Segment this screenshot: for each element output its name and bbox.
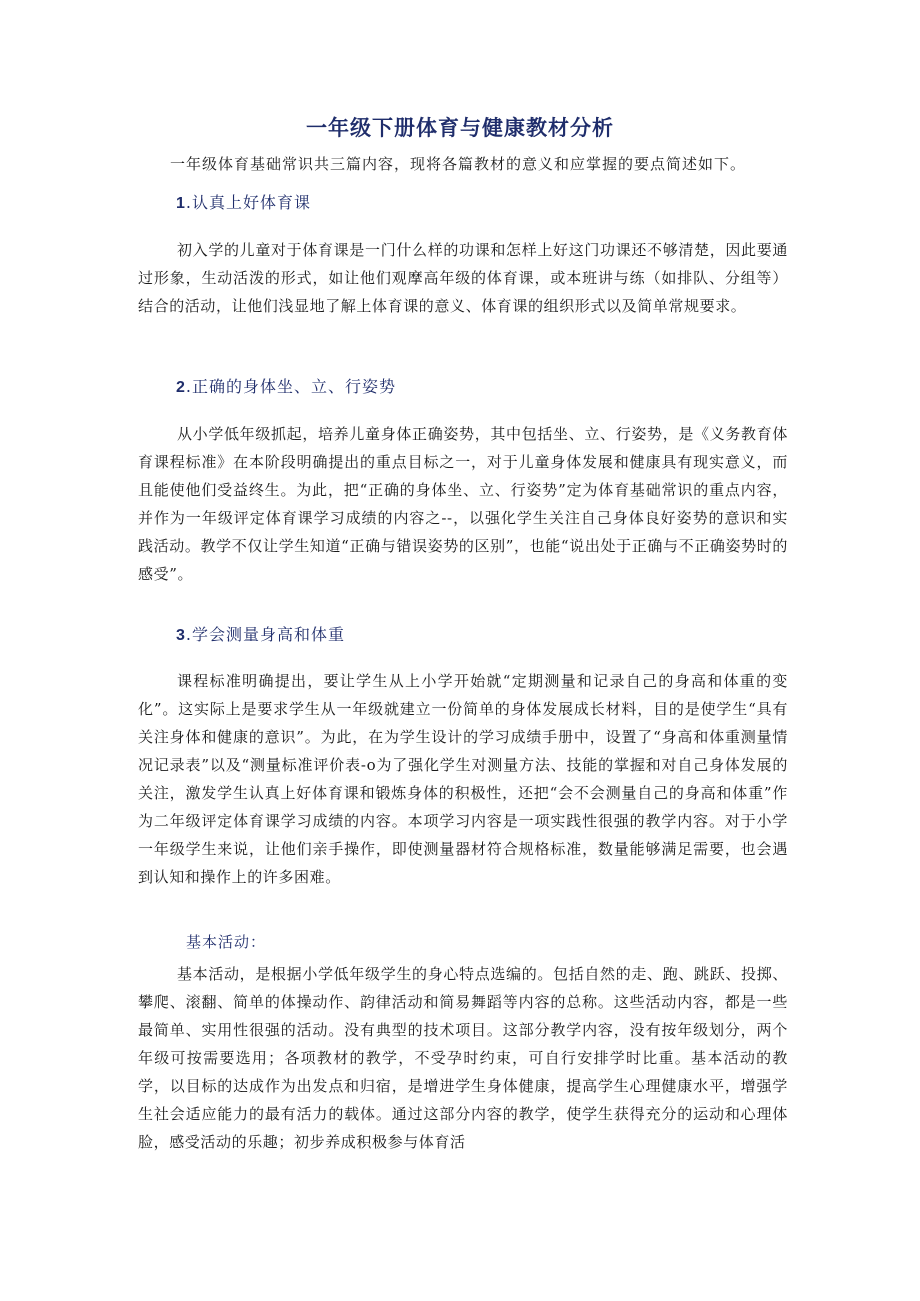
section-2-title: .正确的身体坐、立、行姿势 <box>185 377 396 396</box>
basic-activities-paragraph: 基本活动，是根据小学低年级学生的身心特点选编的。包括自然的走、跑、跳跃、投掷、攀爬、滚翻、简单的体操动作、韵律活动和简易舞蹈等内容的总称。这些活动内容，都是一些最简单、实用性很强的活动。没有典型的技术项目。这部分教学内容，没有按年级划分，两个年级可按需要选用；各项教材的教学，不受孕时约束，可自行安排学时比重。基本活动的教学，以目标的达成作为出发点和归宿，是增进学生身体健康，提高学生心理健康水平，增强学生社会适应能力的最有活力的载体。通过这部分内容的教学，使学生获得充分的运动和心理体脸，感受活动的乐趣；初步养成积极参与体育活 <box>138 965 788 1151</box>
section-3-paragraph: 课程标准明确提出，要让学生从上小学开始就“定期测量和记录自己的身高和体重的变化”。这实际上是要求学生从一年级就建立一份简单的身体发展成长材料，目的是使学生“具有关注身体和健康的意识”。为此，在为学生设计的学习成绩手册中，设置了“身高和体重测量情况记录表”以及“测量标准评价表-o为了强化学生对测量方法、技能的掌握和对自己身体发展的关注，激发学生认真上好体育课和锻炼身体的积极性，还把“会不会测量自己的身高和体重”作为二年级评定体育课学习成绩的内容。本项学习内容是一项实践性很强的教学内容。对于小学一年级学生来说，让他们亲手操作，即使测量器材符合规格标准，数量能够满足需要，也会遇到认知和操作上的许多困难。 <box>138 672 788 886</box>
document-title: 一年级下册体育与健康教材分析 <box>306 115 614 140</box>
section-1-paragraph: 初入学的儿童对于体育课是一门什么样的功课和怎样上好这门功课还不够清楚，因此要通过形象，生动活泼的形式，如让他们观摩高年级的体育课，或本班讲与练（如排队、分组等）结合的活动，让他们浅显地了解上体育课的意义、体育课的组织形式以及简单常规要求。 <box>138 241 788 315</box>
section-1-number: 1 <box>176 195 186 212</box>
basic-activities-heading: 基本活动： <box>186 933 267 951</box>
section-1-title: .认真上好体育课 <box>185 193 311 212</box>
section-3-title: .学会测量身高和体重 <box>185 625 345 644</box>
section-2-paragraph: 从小学低年级抓起，培养儿童身体正确姿势，其中包括坐、立、行姿势，是《义务教育体育课程标准》在本阶段明确提出的重点目标之一，对于儿童身体发展和健康具有现实意义，而且能使他们受益终生。为此，把“正确的身体坐、立、行姿势”定为体育基础常识的重点内容，并作为一年级评定体育课学习成绩的内容之--，以强化学生关注自己身体良好姿势的意识和实践活动。教学不仅让学生知道“正确与错误姿势的区别”，也能“说出处于正确与不正确姿势时的感受”。 <box>138 425 788 583</box>
section-1-heading <box>176 190 311 213</box>
section-3-heading <box>176 622 345 645</box>
intro-text: 一年级体育基础常识共三篇内容，现将各篇教材的意义和应掌握的要点简述如下。 <box>170 155 747 173</box>
section-3-number: 3 <box>176 627 186 644</box>
section-2-heading <box>176 374 396 397</box>
section-2-number: 2 <box>176 379 186 396</box>
